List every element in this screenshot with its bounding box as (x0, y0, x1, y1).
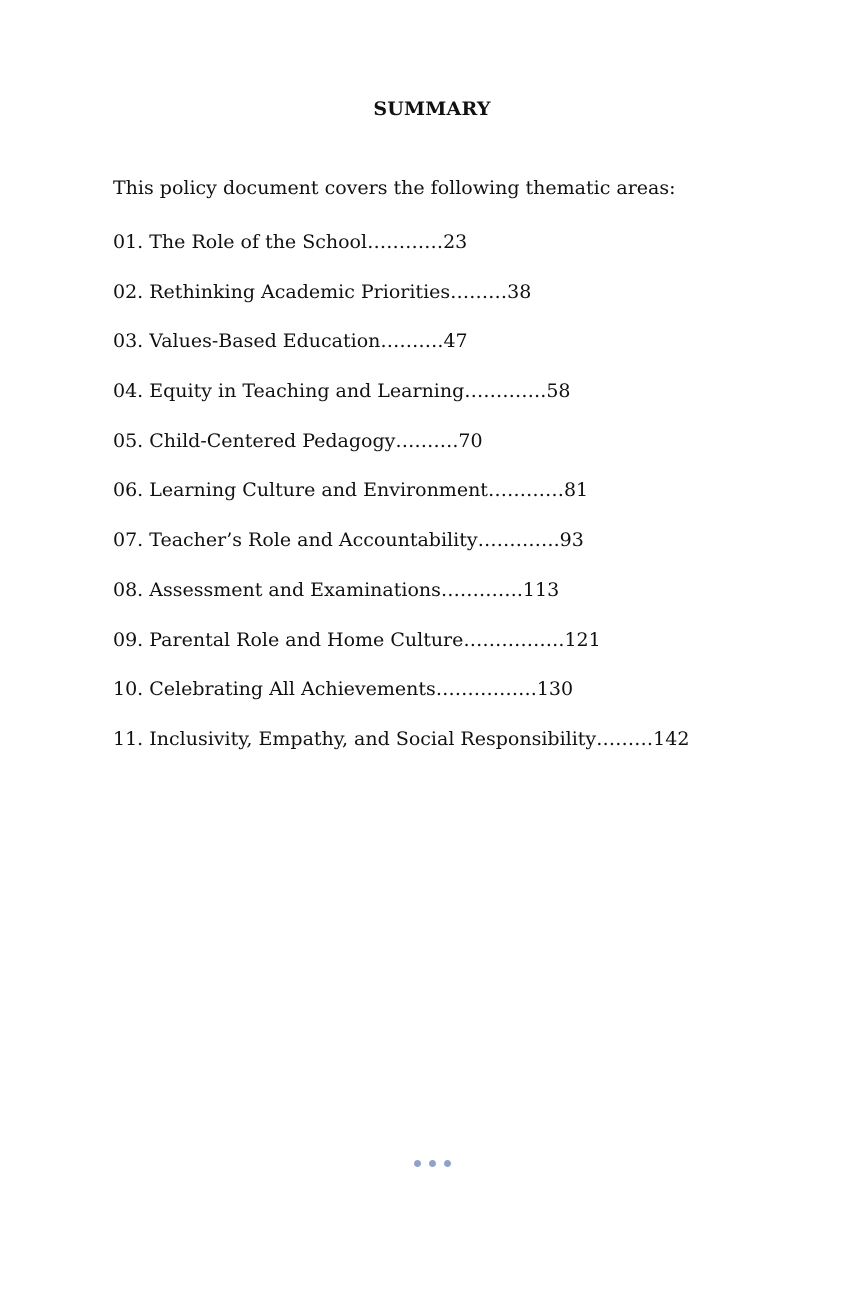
toc-item-02 (113, 277, 689, 327)
toc-label: 02. Rethinking Academic Priorities (113, 280, 451, 303)
toc-item-11 (113, 724, 689, 774)
toc-label: 08. Assessment and Examinations (113, 578, 441, 601)
toc-page-number: 121 (564, 628, 601, 651)
toc-leader: ………. (380, 330, 444, 353)
toc-page-number: 142 (653, 727, 690, 750)
toc-item-01 (113, 227, 689, 277)
toc-page-number: 38 (507, 280, 532, 303)
dot-icon (444, 1160, 451, 1167)
toc-page-number: 23 (443, 231, 468, 253)
toc-leader: ………… (367, 231, 444, 253)
toc-item-05 (113, 426, 689, 476)
toc-label: 06. Learning Culture and Environment (113, 479, 488, 502)
toc-label: 09. Parental Role and Home Culture (113, 628, 464, 651)
toc-label: 05. Child-Centered Pedagogy (113, 429, 396, 452)
toc-label: 11. Inclusivity, Empathy, and Social Responsibility (113, 727, 597, 750)
toc-item-03 (113, 326, 689, 376)
toc-page-number: 93 (559, 529, 584, 552)
toc-page-number: 70 (458, 429, 483, 452)
toc-leader: ……… (596, 727, 654, 750)
toc-leader: ……………. (435, 678, 537, 701)
toc-page-number: 81 (563, 479, 589, 502)
toc-item-06 (113, 475, 689, 525)
toc-label: 04. Equity in Teaching and Learning (113, 380, 465, 403)
toc-item-04 (113, 376, 689, 426)
toc-label: 10. Celebrating All Achievements (113, 678, 436, 701)
ellipsis-dots-icon (0, 1160, 864, 1167)
toc-label: 07. Teacher’s Role and Accountability (113, 529, 478, 552)
toc-page-number: 113 (522, 578, 560, 601)
dot-icon (414, 1160, 421, 1167)
page-title: SUMMARY (373, 98, 491, 120)
toc-leader: …………. (464, 380, 547, 403)
toc-leader: …………. (477, 529, 560, 552)
toc-item-08 (113, 575, 689, 625)
toc-item-10 (113, 674, 689, 724)
toc-item-07 (113, 525, 689, 575)
toc-leader: ……… (450, 280, 508, 303)
toc-page-number: 47 (443, 330, 468, 353)
toc-page-number: 58 (546, 380, 571, 403)
toc-leader: …………. (440, 578, 523, 601)
dot-icon (429, 1160, 436, 1167)
toc-item-09 (113, 625, 689, 675)
toc-leader: ……………. (463, 628, 565, 651)
toc-leader: ………… (487, 479, 564, 502)
table-of-contents (113, 227, 689, 774)
intro-text: This policy document covers the following thematic areas: (113, 177, 676, 199)
toc-label: 01. The Role of the School (113, 231, 368, 253)
toc-page-number: 130 (536, 678, 574, 701)
toc-label: 03. Values-Based Education (113, 330, 381, 353)
toc-leader: ………. (395, 429, 459, 452)
